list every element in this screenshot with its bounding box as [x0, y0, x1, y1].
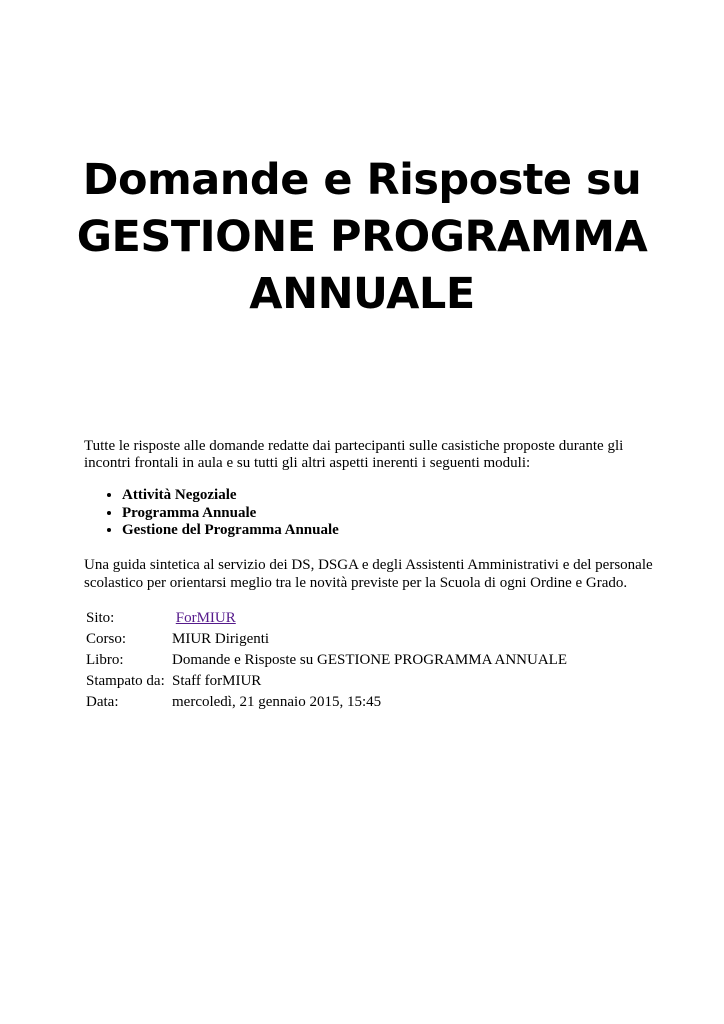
- site-link[interactable]: ForMIUR: [175, 610, 236, 626]
- site-value-cell: [172, 610, 567, 631]
- summary-line-1: Una guida sintetica al servizio dei DS, DSGA e degli Assistenti Amministrativi e del personale: [84, 557, 653, 573]
- title-line-1: Domande e Risposte su: [82, 155, 642, 205]
- meta-row-book: [86, 652, 567, 673]
- intro-paragraph: [84, 438, 664, 472]
- meta-row-course: [86, 631, 567, 652]
- meta-row-printed-by: [86, 673, 567, 694]
- book-value: Domande e Risposte su GESTIONE PROGRAMMA ANNUALE: [172, 652, 567, 668]
- page-title: [40, 152, 684, 323]
- title-line-2: GESTIONE PROGRAMMA: [76, 212, 648, 262]
- summary-line-2: scolastico per orientarsi meglio tra le novità previste per la Scuola di ogni Ordine e Grado.: [84, 574, 628, 591]
- date-value: mercoledì, 21 gennaio 2015, 15:45: [172, 694, 382, 710]
- meta-row-date: [86, 694, 567, 715]
- book-label: Libro:: [86, 652, 124, 668]
- title-line-3: ANNUALE: [249, 269, 475, 319]
- summary-paragraph: [84, 557, 684, 592]
- module-list: [84, 487, 339, 540]
- printed-by-label: Stampato da:: [86, 673, 165, 689]
- intro-line-2: incontri frontali in aula e su tutti gli altri aspetti inerenti i seguenti moduli:: [84, 455, 531, 471]
- module-item-attivita-negoziale: • Attività Negoziale: [122, 487, 339, 505]
- module-item-programma-annuale: • Programma Annuale: [122, 505, 339, 523]
- site-label: Sito:: [86, 610, 115, 626]
- print-info-table: [86, 610, 567, 715]
- module-item-gestione-programma: • Gestione del Programma Annuale: [122, 522, 339, 540]
- date-label: Data:: [86, 694, 119, 710]
- course-label: Corso:: [86, 631, 127, 647]
- printed-by-value: Staff forMIUR: [172, 673, 262, 689]
- meta-row-site: [86, 610, 567, 631]
- course-value: MIUR Dirigenti: [172, 631, 270, 647]
- intro-line-1: Tutte le risposte alle domande redatte dai partecipanti sulle casistiche proposte durante gli: [84, 438, 624, 454]
